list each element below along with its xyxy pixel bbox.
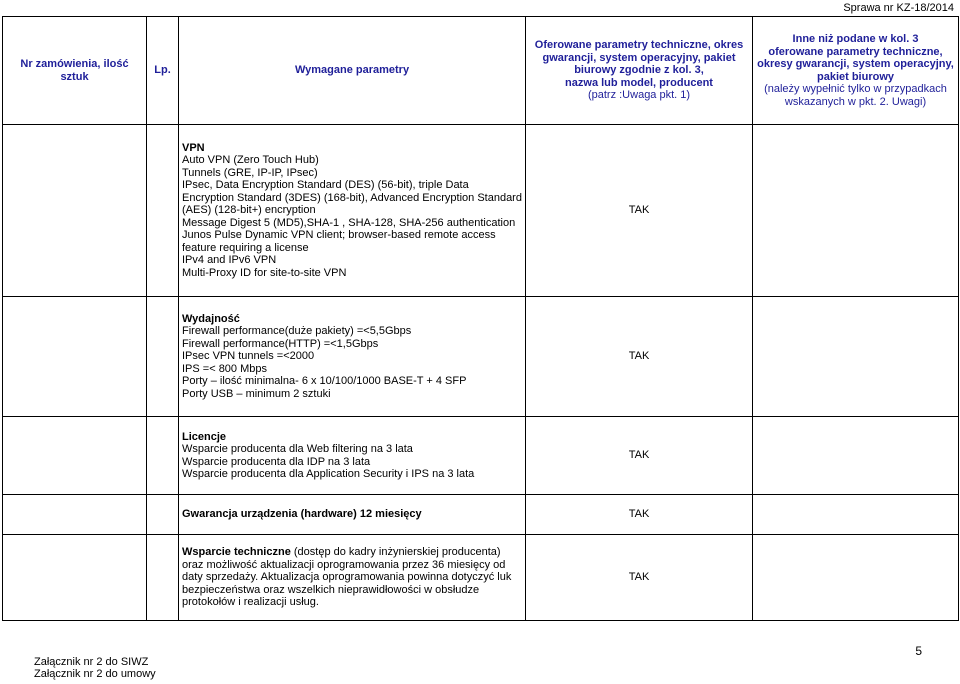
cell-required-params bbox=[179, 417, 526, 495]
case-reference: Sprawa nr KZ-18/2014 bbox=[843, 2, 954, 14]
param-line: Porty USB – minimum 2 sztuki bbox=[182, 387, 331, 400]
cell-offered-answer bbox=[526, 297, 753, 417]
table-row bbox=[3, 535, 959, 621]
cell-other-params bbox=[753, 297, 959, 417]
param-line: Firewall performance(HTTP) =<1,5Gbps bbox=[182, 337, 379, 350]
cell-required-params bbox=[179, 125, 526, 297]
cell-order bbox=[3, 535, 147, 621]
answer-text: TAK bbox=[628, 204, 650, 217]
cell-order bbox=[3, 297, 147, 417]
cell-offered-answer bbox=[526, 417, 753, 495]
footer-line-2: Załącznik nr 2 do umowy bbox=[34, 668, 156, 680]
answer-text: TAK bbox=[628, 449, 650, 462]
cell-order bbox=[3, 417, 147, 495]
answer-text: TAK bbox=[628, 508, 650, 521]
footer-line-1: Załącznik nr 2 do SIWZ bbox=[34, 656, 149, 668]
table-row bbox=[3, 417, 959, 495]
table-row bbox=[3, 125, 959, 297]
param-line: Wsparcie producenta dla Application Security i IPS na 3 lata bbox=[182, 468, 475, 480]
header-row bbox=[3, 17, 959, 125]
cell-other-params bbox=[753, 417, 959, 495]
cell-offered-answer bbox=[526, 535, 753, 621]
param-line: IPsec, Data Encryption Standard (DES) (56-bit), triple Data Encryption Standard (3DES) (168-bit), Advanced Encryption Standard (AES) (128-bit+) encryption bbox=[182, 179, 522, 217]
param-line: Tunnels (GRE, IP-IP, IPsec) bbox=[182, 166, 318, 179]
page-number: 5 bbox=[915, 644, 922, 658]
param-line: Wsparcie producenta dla Web filtering na 3 lata bbox=[182, 443, 413, 455]
param-line: IPsec VPN tunnels =<2000 bbox=[182, 350, 315, 363]
footer bbox=[34, 656, 156, 680]
table-row bbox=[3, 495, 959, 535]
cell-order bbox=[3, 495, 147, 535]
param-title: Wydajność bbox=[182, 312, 240, 325]
col-header-lp: Lp. bbox=[147, 17, 179, 125]
cell-other-params bbox=[753, 535, 959, 621]
param-line: Porty – ilość minimalna- 6 x 10/100/1000 BASE-T + 4 SFP bbox=[182, 375, 467, 388]
cell-required-params bbox=[179, 495, 526, 535]
cell-other-params bbox=[753, 495, 959, 535]
specification-table bbox=[2, 16, 959, 621]
cell-lp bbox=[147, 297, 179, 417]
cell-offered-answer bbox=[526, 495, 753, 535]
param-line: Wsparcie producenta dla IDP na 3 lata bbox=[182, 455, 371, 468]
param-line: Message Digest 5 (MD5),SHA-1 , SHA-128, SHA-256 authentication bbox=[182, 216, 516, 229]
cell-lp bbox=[147, 125, 179, 297]
cell-lp bbox=[147, 417, 179, 495]
col-header-offered: Oferowane parametry techniczne, okres gwarancji, system operacyjny, pakiet biurowy zgodnie z kol. 3, nazwa lub model, producent (patrz :Uwaga pkt. 1) bbox=[526, 17, 753, 125]
col-header-required: Wymagane parametry bbox=[179, 17, 526, 125]
cell-other-params bbox=[753, 125, 959, 297]
table-row bbox=[3, 297, 959, 417]
param-line: IPS =< 800 Mbps bbox=[182, 362, 267, 375]
cell-required-params bbox=[179, 535, 526, 621]
param-title: Wsparcie techniczne bbox=[182, 546, 291, 559]
col-header-other: Inne niż podane w kol. 3 oferowane parametry techniczne, okresy gwarancji, system operacyjny, pakiet biurowy (należy wypełnić tylko w przypadkach wskazanych w pkt. 2. Uwagi) bbox=[753, 17, 959, 125]
param-line: (dostęp do kadry inżynierskiej producenta) oraz możliwość aktualizacji oprogramowania przez 36 miesięcy od daty sprzedaży. Aktualizacja oprogramowania powinna dotyczyć luk bezpieczeństwa oraz wszelkich nieprawidłowości w obsłudze protokołów i realizacji usług. bbox=[182, 546, 512, 609]
col-header-order: Nr zamówienia, ilość sztuk bbox=[3, 17, 147, 125]
param-title: VPN bbox=[182, 141, 205, 154]
param-line: IPv4 and IPv6 VPN bbox=[182, 254, 277, 267]
cell-order bbox=[3, 125, 147, 297]
cell-lp bbox=[147, 535, 179, 621]
answer-text: TAK bbox=[628, 571, 650, 584]
param-line: Auto VPN (Zero Touch Hub) bbox=[182, 154, 319, 167]
cell-required-params bbox=[179, 297, 526, 417]
cell-lp bbox=[147, 495, 179, 535]
cell-offered-answer bbox=[526, 125, 753, 297]
param-line: Multi-Proxy ID for site-to-site VPN bbox=[182, 266, 347, 279]
param-title: Gwarancja urządzenia (hardware) 12 miesięcy bbox=[182, 508, 422, 521]
param-title: Licencje bbox=[182, 430, 227, 443]
param-line: Junos Pulse Dynamic VPN client; browser-based remote access feature requiring a license bbox=[182, 229, 496, 254]
param-line: Firewall performance(duże pakiety) =<5,5Gbps bbox=[182, 325, 412, 338]
answer-text: TAK bbox=[628, 350, 650, 363]
